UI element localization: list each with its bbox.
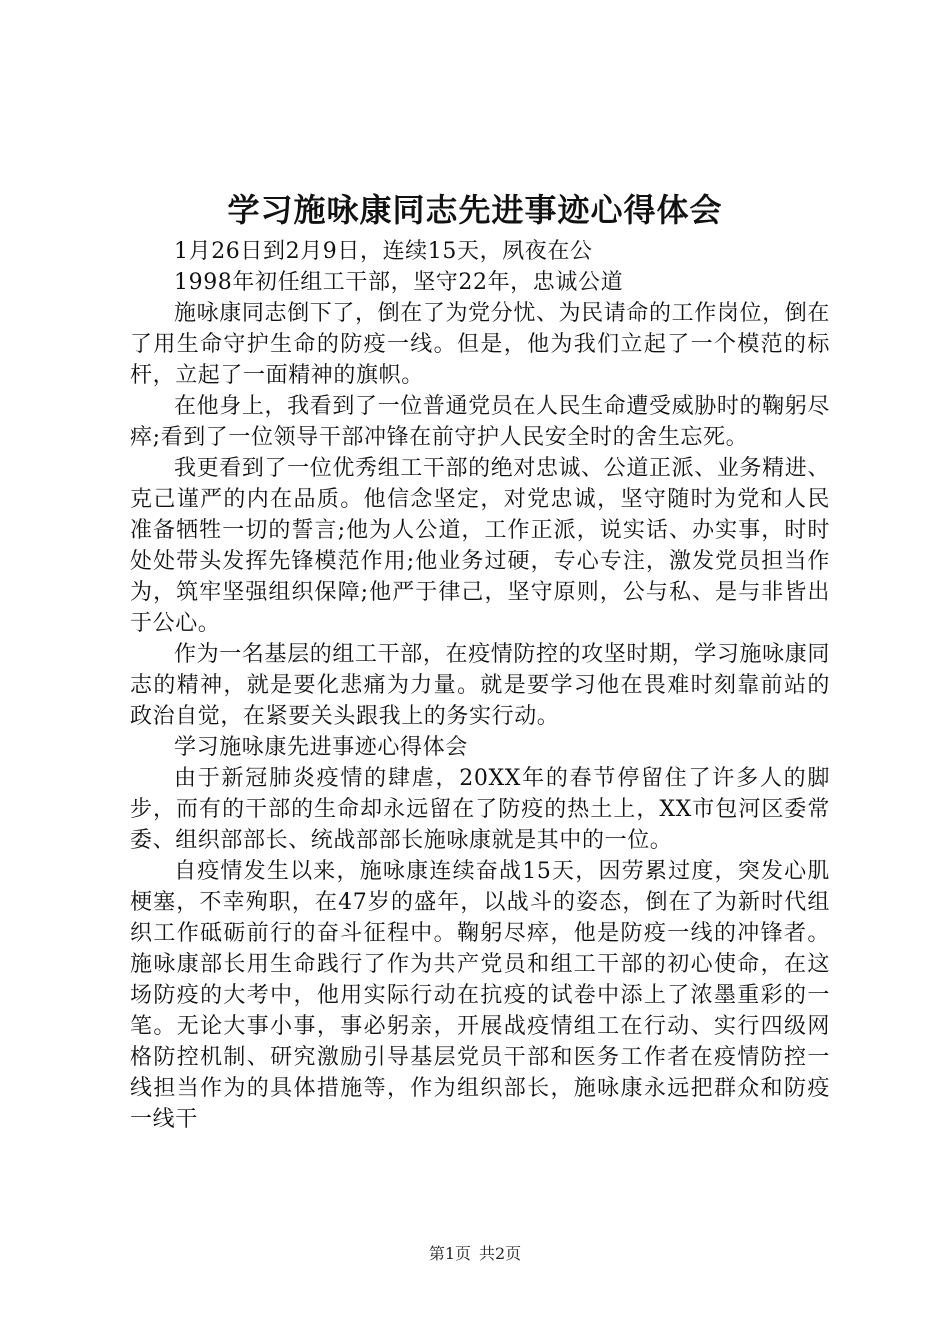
- page-footer: [0, 1243, 950, 1265]
- document-title: 学习施咏康同志先进事迹心得体会: [227, 191, 723, 229]
- paragraph-5: 我更看到了一位优秀组工干部的绝对忠诚、公道正派、业务精进、克己谨严的内在品质。他信念坚定，对党忠诚，坚守随时为党和人民准备牺牲一切的誓言;他为人公道，工作正派，说实话、办实事，时时处处带头发挥先锋模范作用;他业务过硬，专心专注，激发党员担当作为，筑牢坚强组织保障;他严于律己，坚守原则，公与私、是与非皆出于公心。: [130, 456, 830, 636]
- section-subtitle: 学习施咏康先进事迹心得体会: [174, 735, 468, 760]
- paragraph-8: 自疫情发生以来，施咏康连续奋战15天，因劳累过度，突发心肌梗塞，不幸殉职，在47岁的盛年，以战斗的姿态，倒在了为新时代组织工作砥砺前行的奋斗征程中。鞠躬尽瘁，他是防疫一线的冲锋者。施咏康部长用生命践行了作为共产党员和组工干部的初心使命，在这场防疫的大考中，他用实际行动在抗疫的试卷中添上了浓墨重彩的一笔。无论大事小事，事必躬亲，开展战疫情组工在行动、实行四级网格防控机制、研究激励引导基层党员干部和医务工作者在疫情防控一线担当作为的具体措施等，作为组织部长，施咏康永远把群众和防疫一线干: [130, 859, 830, 1132]
- paragraph-6: 作为一名基层的组工干部，在疫情防控的攻坚时期，学习施咏康同志的精神，就是要化悲痛为力量。就是要学习他在畏难时刻靠前站的政治自觉，在紧要关头跟我上的务实行动。: [130, 642, 830, 729]
- paragraph-7: 由于新冠肺炎疫情的肆虐，20XX年的春节停留住了许多人的脚步，而有的干部的生命却永远留在了防疫的热土上，XX市包河区委常委、组织部部长、统战部部长施咏康就是其中的一位。: [130, 766, 830, 853]
- paragraph-3: 施咏康同志倒下了，倒在了为党分忧、为民请命的工作岗位，倒在了用生命守护生命的防疫一线。但是，他为我们立起了一个模范的标杆，立起了一面精神的旗帜。: [130, 301, 830, 388]
- document-body: [130, 236, 830, 1135]
- paragraph-2: 1998年初任组工干部，坚守22年，忠诚公道: [174, 270, 624, 295]
- paragraph-4: 在他身上，我看到了一位普通党员在人民生命遭受威胁时的鞠躬尽瘁;看到了一位领导干部冲锋在前守护人民安全时的舍生忘死。: [130, 394, 830, 450]
- page-total: 共2页: [479, 1244, 522, 1263]
- page-number: 第1页: [428, 1244, 471, 1263]
- paragraph-1: 1月26日到2月9日，连续15天，夙夜在公: [174, 239, 593, 264]
